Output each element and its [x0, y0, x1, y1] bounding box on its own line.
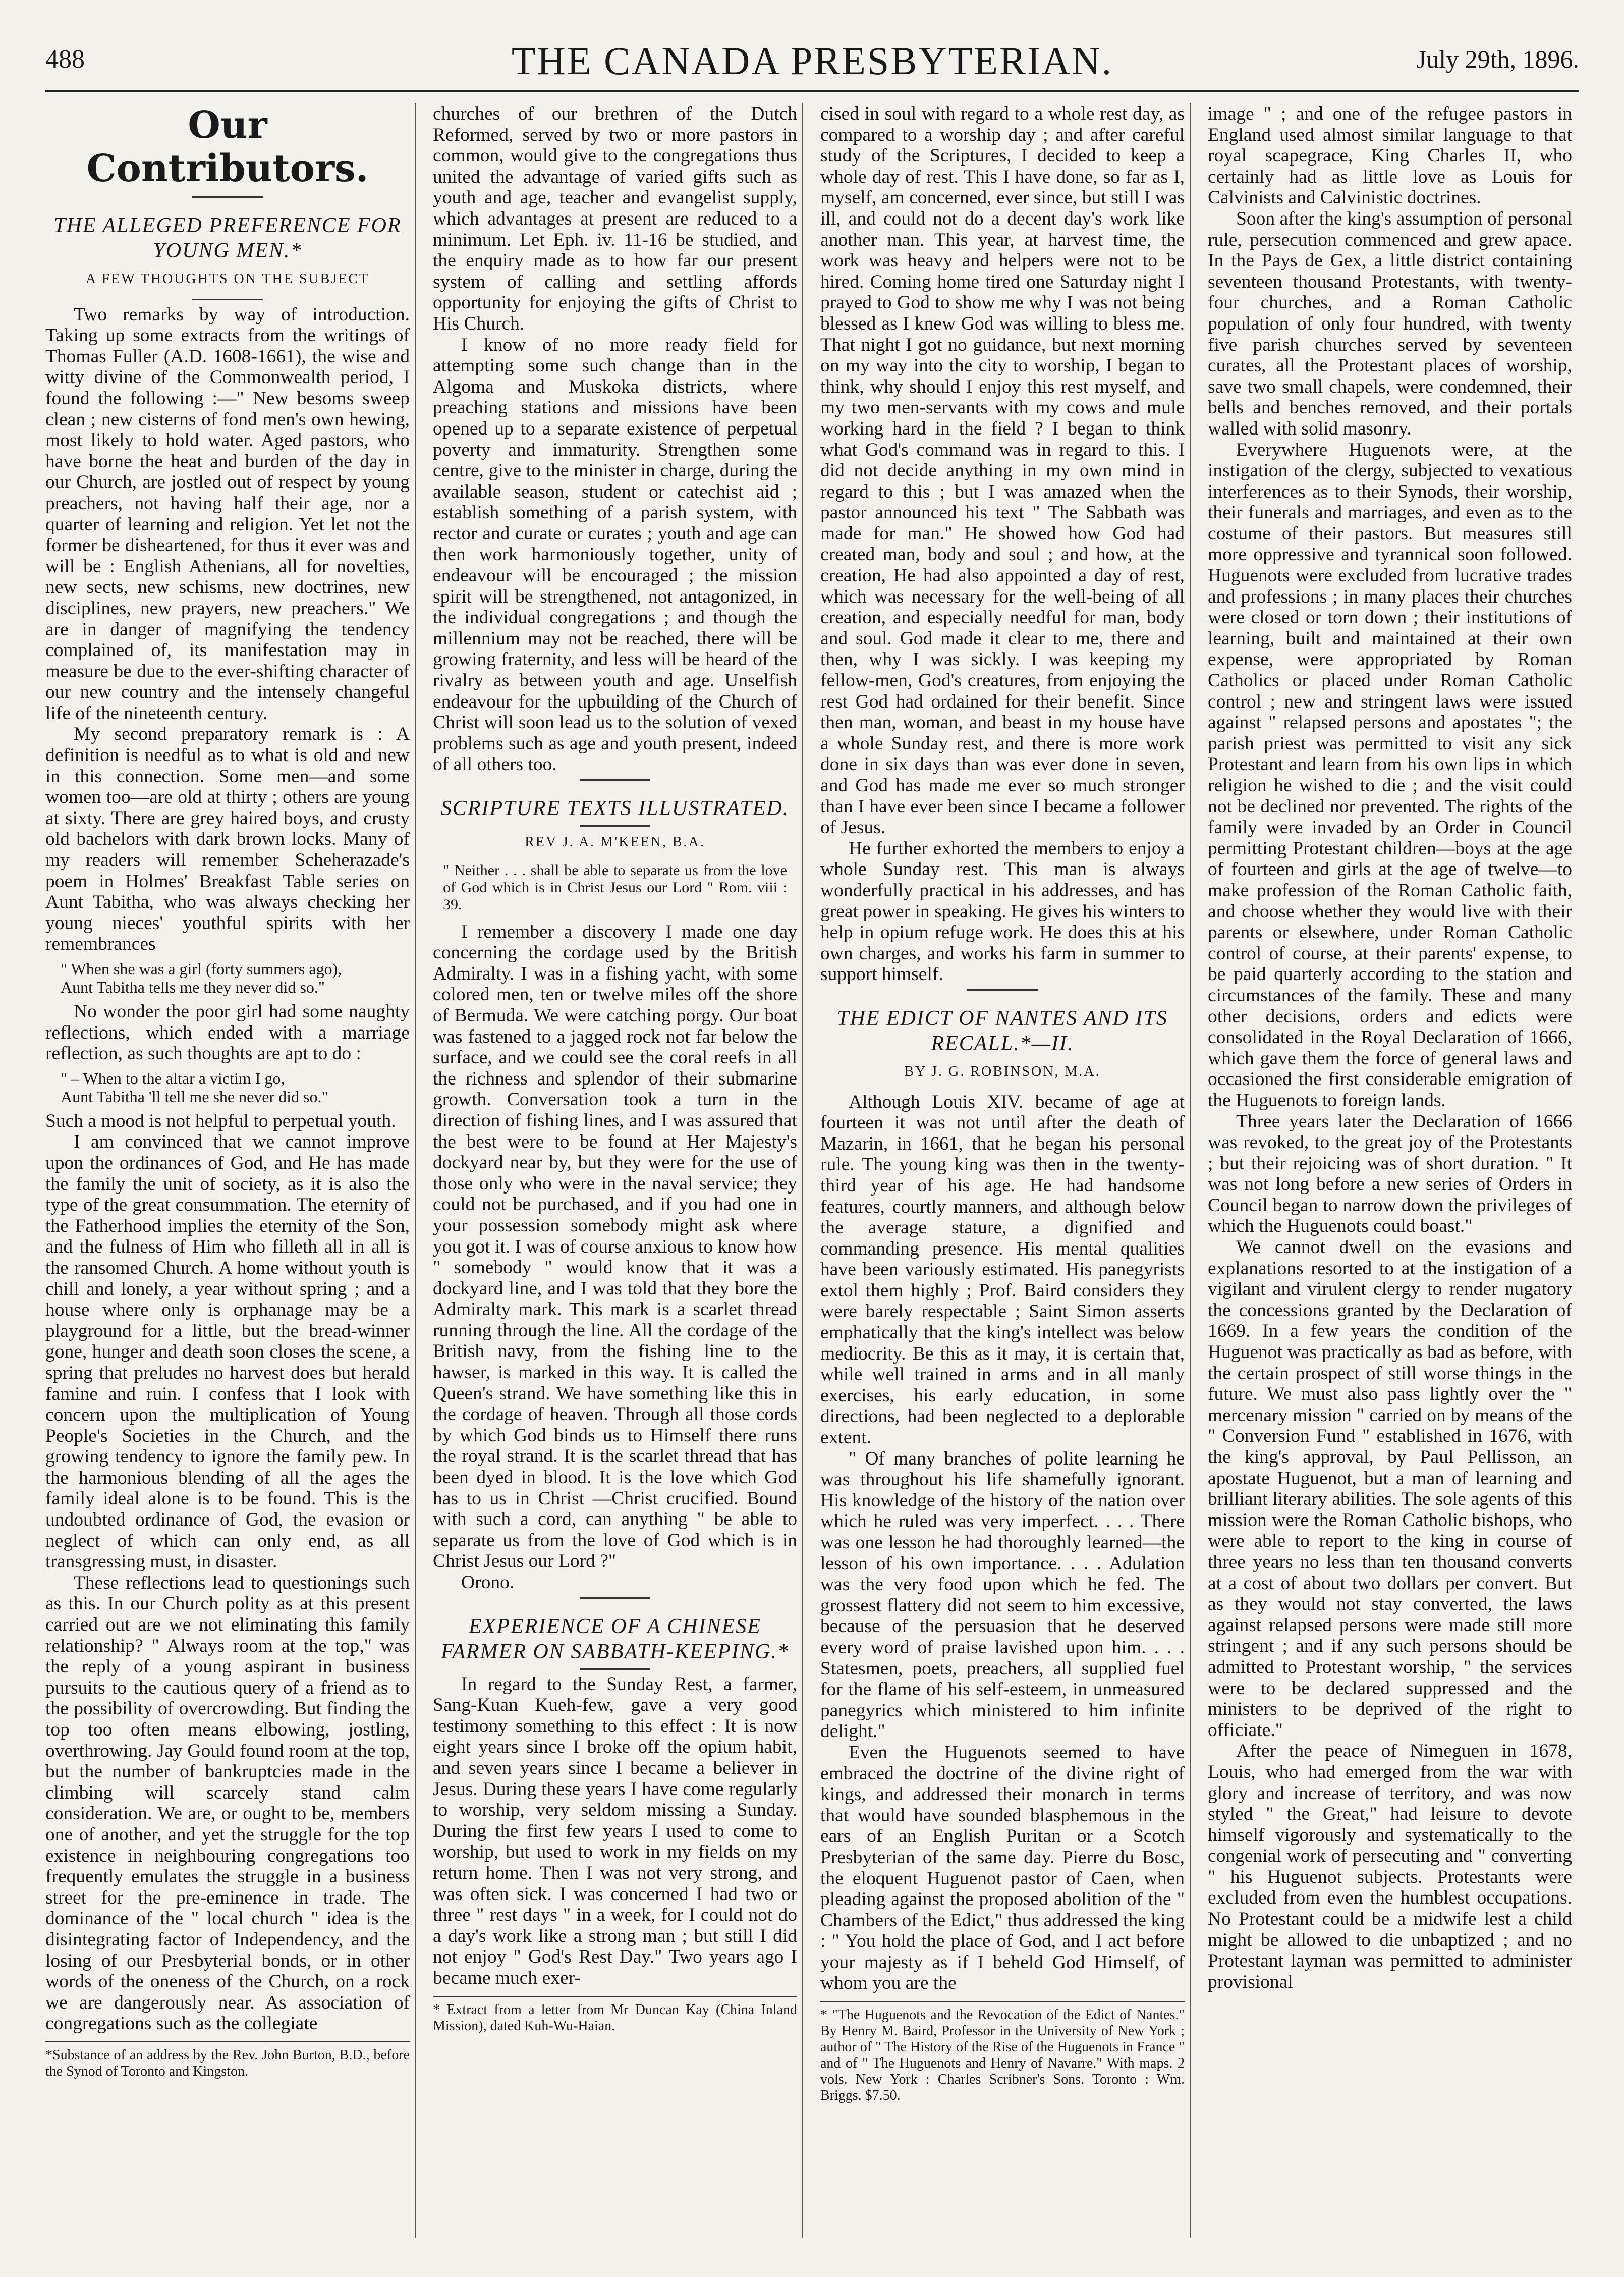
newspaper-title: THE CANADA PRESBYTERIAN. — [511, 39, 1113, 83]
section-title: Our Contributors. — [86, 103, 369, 190]
column-divider — [802, 103, 803, 2238]
paragraph: After the peace of Nimeguen in 1678, Louis, who had emerged from the war with glory and increase of territory, and was now styled " the Great," had leisure to devote himself vigorously and systematically to the congenial work of persecuting and " converting " his Huguenot subjects. Protestants were excluded from even the humblest occupations. No Protestant could be a midwife lest a child might be allowed to die unbaptized ; and no Protestant layman was permitted to administer provisional — [1208, 1741, 1572, 1992]
verse-line: Aunt Tabitha tells me they never did so." — [61, 978, 325, 996]
verse-line: Aunt Tabitha 'll tell me she never did so." — [61, 1087, 328, 1106]
divider — [580, 825, 650, 827]
article-heading: THE EDICT OF NANTES AND ITS RECALL.*—II. — [837, 1006, 1168, 1055]
verse-line: " – When to the altar a victim I go, — [61, 1069, 285, 1088]
paragraph: I am convinced that we cannot improve upon the ordinances of God, and He has made the family the unit of society, as it is also the type of the great consummation. The eternity of the Fatherhood implies the eternity of the Son, and the fulness of Him who filleth all in all is the ransomed Church. A home without youth is chill and lonely, a year without spring ; and a house where only is orphanage may be a playground for a little, but the bread-winner gone, hunger and death soon closes the scene, a spring that preludes no harvest does but herald famine and ruin. I confess that I look with concern upon the multiplication of Young People's Societies in the Church, and the growing tendency to ignore the family pew. In the harmonious blending of all the ages the family ideal alone is to be found. This is the undoubted ordinance of God, the evasion or neglect of which can only end, as all transgressing must, in disaster. — [45, 1131, 410, 1573]
column-divider — [415, 103, 416, 2238]
byline: BY J. G. ROBINSON, M.A. — [904, 1063, 1101, 1079]
divider — [967, 989, 1038, 991]
article-heading: SCRIPTURE TEXTS ILLUSTRATED. — [440, 797, 790, 820]
footnote: * Extract from a letter from Mr Duncan Kay (China Inland Mission), dated Kuh-Wu-Haian. — [433, 1996, 797, 2034]
paragraph: Everywhere Huguenots were, at the instigation of the clergy, subjected to vexatious interferences as to their Synods, their worship, their funerals and marriages, and even as to the costume of their pastors. But measures still more oppressive and tyrannical soon followed. Huguenots were excluded from lucrative trades and professions ; in many places their churches were closed or torn down ; their institutions of learning, built and maintained at their own expense, were appropriated by Roman Catholics or placed under Roman Catholic control ; new and stringent laws were issued against " relapsed persons and apostates "; the parish priest was permitted to visit any sick Protestant and learn from his own lips in which religion he wished to die ; and the visit could not be declined nor prevented. The rights of the family were invaded by an Order in Council permitting Protestant children—boys at the age of fourteen and girls at the age of twelve—to make profession of the Roman Catholic faith, and choose whether they would live with their parents or elsewhere, under Roman Catholic control of course, at their parents' expense, to be paid quarterly according to the station and circumstances of the family. These and many other decisions, orders and edicts were consolidated in the Royal Declaration of 1666, which gave them the force of general laws and occasioned the first considerable emigration of the Huguenots to foreign lands. — [1208, 439, 1572, 1111]
paragraph: My second preparatory remark is : A definition is needful as to what is old and new in this connection. Some men—and some women too—are old at thirty ; others are young at sixty. There are grey haired boys, and crusty old bachelors with dark brown locks. Many of my readers will remember Scheherazade's poem in Holmes' Breakfast Table series on Aunt Tabitha, who was always checking her young nieces' youthful spirits with her remembrances — [45, 724, 410, 955]
epigraph: " Neither . . . shall be able to separate us from the love of God which is in Christ Jesus our Lord " Rom. viii : 39. — [443, 861, 787, 913]
column-2 — [433, 103, 797, 2243]
paragraph: I know of no more ready field for attempting some such change than in the Algoma and Muskoka districts, where preaching stations and missions have been opened up to a separate existence of perpetual poverty and immaturity. Strengthen some centre, give to the minister in charge, during the available season, student or catechist aid ; establish something of a parish system, with rector and curate or curates ; youth and age can then work harmoniously together, unity of endeavour will be encouraged ; the mission spirit will be strengthened, not antagonized, in the individual congregations ; and though the millennium may not be reached, there will be growing fraternity, and less will be heard of the rivalry as between youth and age. Unselfish endeavour for the upbuilding of the Church of Christ will soon lead us to the solution of vexed problems such as age and youth present, indeed of all others too. — [433, 334, 797, 775]
byline: REV J. A. M'KEEN, B.A. — [525, 834, 705, 850]
masthead-rule — [45, 90, 1579, 92]
column-3 — [820, 103, 1185, 2243]
page-number: 488 — [45, 45, 85, 74]
paragraph: Two remarks by way of introduction. Taking up some extracts from the writings of Thomas Fuller (A.D. 1608-1661), the wise and witty divine of the Commonwealth period, I found the following :—" New besoms sweep clean ; new cisterns of fond men's own hewing, most likely to hold water. Aged pastors, who have borne the heat and burden of the day in our Church, are jostled out of respect by young preachers, not having half their age, nor a quarter of learning and religion. Yet let not the former be disheartened, for thus it ever was and will be : English Athenians, all for novelties, new sects, new schisms, new doctrines, new disciplines, new prayers, new preachers." We are in danger of magnifying the tendency complained of, its manifestation may in measure be due to the ever-shifting character of our new country and the intensely changeful life of the nineteenth century. — [45, 304, 410, 724]
paragraph: In regard to the Sunday Rest, a farmer, Sang-Kuan Kueh-few, gave a very good testimony something to this effect : It is now eight years since I broke off the opium habit, and seven years since I became a believer in Jesus. During these years I have come regularly to worship, very seldom missing a Sunday. During the first few years I used to come to worship, but used to work in my fields on my return home. Then I was not very strong, and was often sick. I was concerned I had two or three " rest days " in a week, for I could not do a day's work like a strong man ; but still I did not enjoy " God's Rest Day." Two years ago I became much exer- — [433, 1673, 797, 1988]
column-4 — [1208, 103, 1572, 2243]
verse-quote — [61, 1069, 410, 1106]
article-subheading: A FEW THOUGHTS ON THE SUBJECT — [85, 271, 370, 287]
verse-line: " When she was a girl (forty summers ago), — [61, 960, 342, 978]
article-heading: THE ALLEGED PREFERENCE FOR YOUNG MEN.* — [53, 214, 402, 262]
divider — [580, 779, 650, 781]
paragraph: No wonder the poor girl had some naughty reflections, which ended with a marriage reflection, as such thoughts are apt to do : — [45, 1001, 410, 1064]
divider — [192, 299, 263, 300]
footnote: * "The Huguenots and the Revocation of the Edict of Nantes." By Henry M. Baird, Professor in the University of New York ; author of " The History of the Rise of the Huguenots in France " and of " The Huguenots and Henry of Navarre." With maps. 2 vols. New York : Charles Scribner's Sons. Toronto : Wm. Briggs. $7.50. — [820, 2001, 1185, 2104]
divider — [192, 196, 263, 198]
verse-quote — [61, 960, 410, 996]
divider — [580, 1597, 650, 1599]
signoff: Orono. — [461, 1572, 515, 1593]
paragraph: Three years later the Declaration of 1666 was revoked, to the great joy of the Protestants ; but their rejoicing was of short duration. " It was not long before a new series of Orders in Council began to narrow down the privileges of which the Huguenots could boast." — [1208, 1111, 1572, 1237]
paragraph: We cannot dwell on the evasions and explanations resorted to at the instigation of a vigilant and virulent clergy to render nugatory the concessions granted by the Declaration of 1669. In a few years the condition of the Huguenot was practically as bad as before, with the certain prospect of still worse things in the future. We must also pass lightly over the " mercenary mission " carried on by means of the " Conversion Fund " established in 1676, with the king's approval, by Paul Pellisson, an apostate Huguenot, but a man of learning and brilliant literary abilities. The sole agents of this mission were the Roman Catholic bishops, who were able to report to the king in course of three years no less than ten thousand converts at a cost of about two dollars per convert. But as they would not stay converted, the laws against relapsed persons were made still more stringent ; and if any such persons should be admitted to Protestant worship, " the services were to be declared suppressed and the ministers to be deprived of the right to officiate." — [1208, 1237, 1572, 1741]
paragraph: cised in soul with regard to a whole rest day, as compared to a worship day ; and after careful study of the Scriptures, I decided to keep a whole day of rest. This I have done, so far as I, myself, am concerned, ever since, but still I was ill, and could not do a decent day's work like another man. This year, at harvest time, the work was heavy and helpers were not to be hired. Coming home tired one Saturday night I prayed to God to show me why I was not being blessed as I knew God was willing to bless me. That night I got no guidance, but next morning on my way into the city to worship, I began to think, why should I enjoy this rest myself, and my two men-servants with my cows and mule working hard in the field ? I began to think what God's command was in regard to this. I did not decide anything in my own mind in regard to this ; but I was amazed when the pastor announced his text " The Sabbath was made for man." He showed how God had created man, body and soul ; and how, at the creation, He had also appointed a day of rest, which was necessary for the well-being of all creation, and especially needful for man, body and soul. God made it clear to me, there and then, why I was sickly. I was keeping my fellow-men, God's creatures, from enjoying the rest God had ordained for their benefit. Since then man, woman, and beast in my house have a whole Sunday rest, and there is more work done in six days than was ever done in seven, and God has made me ever so much stronger than I have ever been since I became a follower of Jesus. — [820, 103, 1185, 838]
paragraph: I remember a discovery I made one day concerning the cordage used by the British Admiralty. I was in a fishing yacht, with some colored men, ten or twelve miles off the shore of Bermuda. We were catching porgy. Our boat was fastened to a jagged rock not far below the surface, and we could see the coral reefs in all the richness and splendor of their submarine growth. Conversation took a turn in the direction of fishing lines, and I was assured that the best were to be found at Her Majesty's dockyard near by, but they were for the use of those only who were in the naval service; they could not be purchased, and if you had one in your possession somebody might ask where you got it. I was of course anxious to know how " somebody " would know that it was a dockyard line, and I was told that they bore the Admiralty mark. This mark is a scarlet thread running through the line. All the cordage of the British navy, from the fishing line to the hawser, is marked in this way. It is called the Queen's strand. We have something like this in the cordage of heaven. Through all those cords by which God binds us to Himself there runs the royal strand. It is the scarlet thread that has been dyed in blood. It is the love which God has to us in Christ —Christ crucified. Bound with such a cord, can anything " be able to separate us from the love of God which is in Christ Jesus our Lord ?" — [433, 921, 797, 1572]
paragraph: He further exhorted the members to enjoy a whole Sunday rest. This man is always wonderfully practical in his addresses, and has great power in speaking. He gives his winters to help in opium refuge work. He does this at his own charges, and works his farm in summer to support himself. — [820, 838, 1185, 985]
article-heading: EXPERIENCE OF A CHINESE FARMER ON SABBATH-KEEPING.* — [441, 1614, 789, 1663]
masthead — [45, 29, 1579, 85]
column-divider — [1190, 103, 1191, 2238]
paragraph: These reflections lead to questionings such as this. In our Church polity as at this present carried out are we not eliminating this family relationship? " Always room at the top," was the reply of a young aspirant in business pursuits to the cautious query of a friend as to the possibility of overcrowding. But finding the top too often means elbowing, jostling, overthrowing. Jay Gould found room at the top, but the number of bankruptcies made in the climbing will scarcely stand calm consideration. We are, or ought to be, members one of another, and yet the struggle for the top existence in neighbouring congregations too frequently emulates the struggle in a business street for the pre-eminence in trade. The dominance of the " local church " idea is the disintegrating factor of Independency, and the losing of our Presbyterial bonds, or in other words of the oneness of the Church, on a rock we are dangerously near. As association of congregations such as the collegiate — [45, 1572, 410, 2034]
paragraph: churches of our brethren of the Dutch Reformed, served by two or more pastors in common, would give to the congregations thus united the advantage of varied gifts such as youth and age, teacher and evangelist supply, which advantages at present are reduced to a minimum. Let Eph. iv. 11-16 be studied, and the enquiry made as to how far our present system of calling and settling affords opportunity for enjoying the gifts of Christ to His Church. — [433, 103, 797, 334]
paragraph: Such a mood is not helpful to perpetual youth. — [45, 1110, 396, 1131]
paragraph: Although Louis XIV. became of age at fourteen it was not until after the death of Mazarin, in 1661, that he began his personal rule. The young king was then in the twenty-third year of his age. He had handsome features, courtly manners, and although below the average stature, a dignified and commanding presence. His mental qualities have been variously estimated. His panegyrists extol them highly ; Prof. Baird considers they were barely respectable ; Saint Simon asserts emphatically that the king's intellect was below mediocrity. Be this as it may, it is certain that, while well trained in arms and in all manly exercises, his early education, in some directions, had been neglected to a deplorable extent. — [820, 1091, 1185, 1448]
paragraph: Even the Huguenots seemed to have embraced the doctrine of the divine right of kings, and addressed their monarch in terms that would have sounded blasphemous in the ears of an English Puritan or a Scotch Presbyterian of the same day. Pierre du Bosc, the eloquent Huguenot pastor of Caen, when pleading against the proposed abolition of the " Chambers of the Edict," thus addressed the king : " You hold the place of God, and I act before your majesty as if I beheld God Himself, of whom you are the — [820, 1742, 1185, 1994]
divider — [580, 1668, 650, 1670]
paragraph: image " ; and one of the refugee pastors in England used almost similar language to that royal scapegrace, King Charles II, who certainly had as little love as Louis for Calvinists and Calvinistic doctrines. — [1208, 103, 1572, 208]
issue-date: July 29th, 1896. — [1416, 45, 1579, 73]
paragraph: " Of many branches of polite learning he was throughout his life shamefully ignorant. His knowledge of the history of the nation over which he ruled was very imperfect. . . . There was one lesson he had thoroughly learned—the lesson of his own importance. . . . Adulation was the very food upon which he fed. The grossest flattery did not seem to him excessive, because of the persuasion that he deserved every word of praise lavished upon him. . . . Statesmen, poets, preachers, all supplied fuel for the flame of his self-esteem, in unmeasured panegyrics which ministered to him infinite delight." — [820, 1448, 1185, 1742]
column-1 — [45, 103, 410, 2243]
footnote: *Substance of an address by the Rev. John Burton, B.D., before the Synod of Toronto and Kingston. — [45, 2041, 410, 2080]
paragraph: Soon after the king's assumption of personal rule, persecution commenced and grew apace. In the Pays de Gex, a little district containing seventeen thousand Protestants, with twenty-four churches, and a Roman Catholic population of only four hundred, with twenty five parish churches served by seventeen curates, all the Protestant places of worship, save two small chapels, were condemned, their bells and benches removed, and their portals walled with solid masonry. — [1208, 208, 1572, 439]
